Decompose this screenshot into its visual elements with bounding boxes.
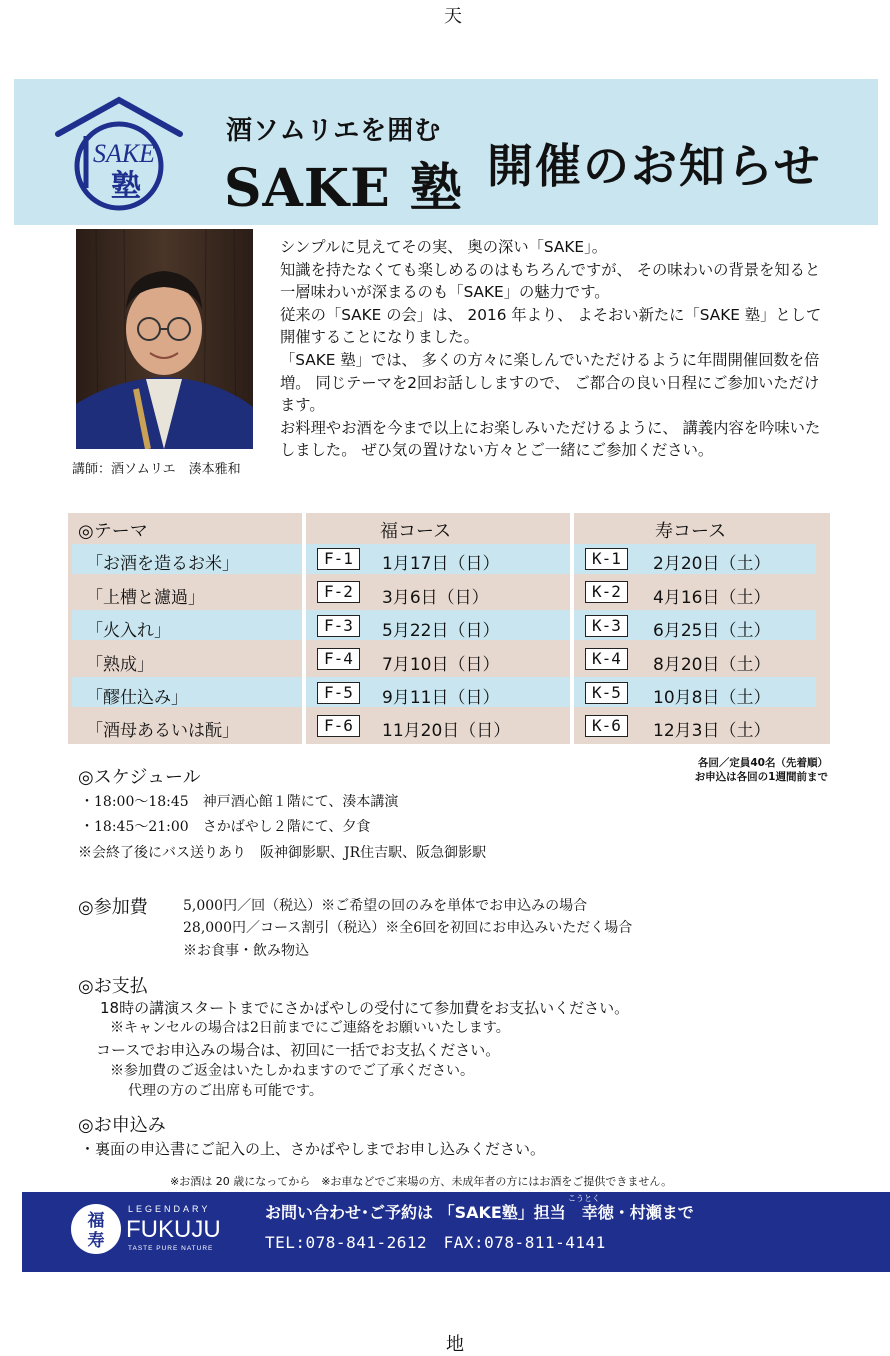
fuku-date: 5月22日（日） (382, 621, 500, 641)
payment-line: ※参加費のご返金はいたしかねますのでご了承ください。 (110, 1063, 474, 1079)
capacity-note (640, 756, 828, 784)
payment-line: コースでお申込みの場合は、初回に一括でお支払ください。 (96, 1041, 501, 1059)
fuku-date: 9月11日（日） (382, 688, 500, 708)
intro-text (280, 236, 832, 462)
fukuju-logo (66, 1198, 236, 1260)
payment-line: 代理の方のご出席も可能です。 (128, 1083, 323, 1099)
svg-text:FUKUJU: FUKUJU (126, 1216, 221, 1243)
svg-text:LEGENDARY: LEGENDARY (128, 1204, 211, 1214)
fuku-date: 11月20日（日） (382, 721, 511, 741)
course-code-badge: F-2 (317, 581, 360, 603)
footer-contact: お問い合わせ･ご予約は 「SAKE塾」担当 幸徳・村瀬まで (265, 1203, 694, 1222)
sake-juku-logo (54, 96, 184, 216)
table-divider (570, 513, 574, 744)
kotobuki-date: 10月8日（土） (653, 688, 771, 708)
intro-paragraph: 「SAKE 塾」では、 多くの方々に楽しんでいただけるように年間開催回数を倍増。 同じテーマを2回お話ししますので、 ご都合の良い日程にご参加いただけます。 (280, 350, 820, 415)
course-code-badge: K-6 (585, 715, 628, 737)
svg-text:福: 福 (87, 1211, 105, 1231)
svg-text:塾: 塾 (111, 169, 141, 204)
fee-line: ※お食事・飲み物込 (183, 943, 309, 959)
intro-paragraph: お料理やお酒を今まで以上にお楽しみいただけるように、 講義内容を吟味いたしました。 ぜひ気の置けない方々とご一緒にご参加ください。 (280, 418, 821, 460)
table-header-fuku: 福コース (380, 521, 452, 542)
svg-text:寿: 寿 (87, 1231, 105, 1251)
intro-paragraph: 知識を持たなくても楽しめるのはもちろんですが、 その味わいの背景を知ると一層味わいが深まるのも「SAKE」の魅力です。 (280, 260, 821, 302)
header-subtitle: 酒ソムリエを囲む (226, 116, 442, 146)
fuku-date: 7月10日（日） (382, 655, 500, 675)
footer-ruby: こうとく (568, 1194, 600, 1203)
capacity-line: 各回／定員40名（先着順） (697, 757, 828, 769)
theme-cell: 「上槽と濾過」 (86, 588, 205, 608)
kotobuki-date: 12月3日（土） (653, 721, 771, 741)
fee-line: 28,000円／コース割引（税込）※全6回を初回にお申込みいただく場合 (183, 920, 633, 936)
course-code-badge: F-1 (317, 548, 360, 570)
apply-heading: ◎お申込み (78, 1115, 166, 1136)
theme-cell: 「酒母あるいは酛」 (86, 721, 239, 741)
fuku-date: 3月6日（日） (382, 588, 489, 608)
theme-cell: 「熟成」 (86, 655, 154, 675)
lecturer-caption: 講師：酒ソムリエ 湊本雅和 (72, 462, 241, 477)
capacity-line: お申込は各回の1週間前まで (694, 771, 828, 783)
theme-cell: 「お酒を造るお米」 (86, 554, 239, 574)
course-code-badge: F-3 (317, 615, 360, 637)
kotobuki-date: 6月25日（土） (653, 621, 771, 641)
header-notice: 開催のお知らせ (487, 139, 822, 193)
kotobuki-date: 4月16日（土） (653, 588, 771, 608)
course-code-badge: F-5 (317, 682, 360, 704)
svg-text:SAKE: SAKE (92, 139, 156, 168)
footer-phone: TEL:078-841-2612 FAX:078-811-4141 (265, 1233, 606, 1252)
schedule-note: ※会終了後にバス送りあり 阪神御影駅、JR住吉駅、阪急御影駅 (78, 845, 487, 861)
age-note: ※お酒は 20 歳になってから ※お車などでご来場の方、未成年者の方にはお酒をご提供できません。 (170, 1175, 673, 1188)
course-code-badge: K-5 (585, 682, 628, 704)
fee-heading: ◎参加費 (78, 897, 148, 918)
table-header-kotobuki: 寿コース (655, 521, 727, 542)
payment-line: ※キャンセルの場合は2日前までにご連絡をお願いいたします。 (110, 1020, 510, 1036)
fuku-date: 1月17日（日） (382, 554, 500, 574)
payment-heading: ◎お支払 (78, 976, 148, 997)
kotobuki-date: 8月20日（土） (653, 655, 771, 675)
course-code-badge: K-4 (585, 648, 628, 670)
apply-line: ・裏面の申込書にご記入の上、さかばやしまでお申し込みください。 (80, 1140, 546, 1158)
lecturer-photo (76, 229, 253, 449)
schedule-line: ・18:00～18:45 神戸酒心館１階にて、湊本講演 (80, 794, 399, 810)
theme-cell: 「火入れ」 (86, 621, 171, 641)
header-main-title: SAKE 塾 (224, 158, 463, 219)
bottom-mark: 地 (446, 1334, 464, 1355)
payment-line: 18時の講演スタートまでにさかばやしの受付にて参加費をお支払いください。 (100, 999, 630, 1017)
table-header-theme: ◎テーマ (78, 521, 148, 542)
theme-cell: 「醪仕込み」 (86, 688, 188, 708)
course-code-badge: F-4 (317, 648, 360, 670)
course-code-badge: F-6 (317, 715, 360, 737)
course-code-badge: K-2 (585, 581, 628, 603)
table-divider (302, 513, 306, 744)
course-code-badge: K-3 (585, 615, 628, 637)
schedule-heading: ◎スケジュール (78, 767, 201, 788)
intro-paragraph: 従来の「SAKE の会」は、 2016 年より、 よそおい新たに「SAKE 塾」として開催することになりました。 (280, 305, 822, 347)
fee-line: 5,000円／回（税込）※ご希望の回のみを単体でお申込みの場合 (183, 898, 588, 914)
intro-paragraph: シンプルに見えてその実、 奥の深い「SAKE」。 (280, 238, 608, 256)
svg-text:TASTE PURE NATURE: TASTE PURE NATURE (128, 1245, 214, 1252)
course-code-badge: K-1 (585, 548, 628, 570)
schedule-line: ・18:45～21:00 さかばやし２階にて、夕食 (80, 819, 371, 835)
top-mark: 天 (444, 6, 462, 27)
kotobuki-date: 2月20日（土） (653, 554, 771, 574)
